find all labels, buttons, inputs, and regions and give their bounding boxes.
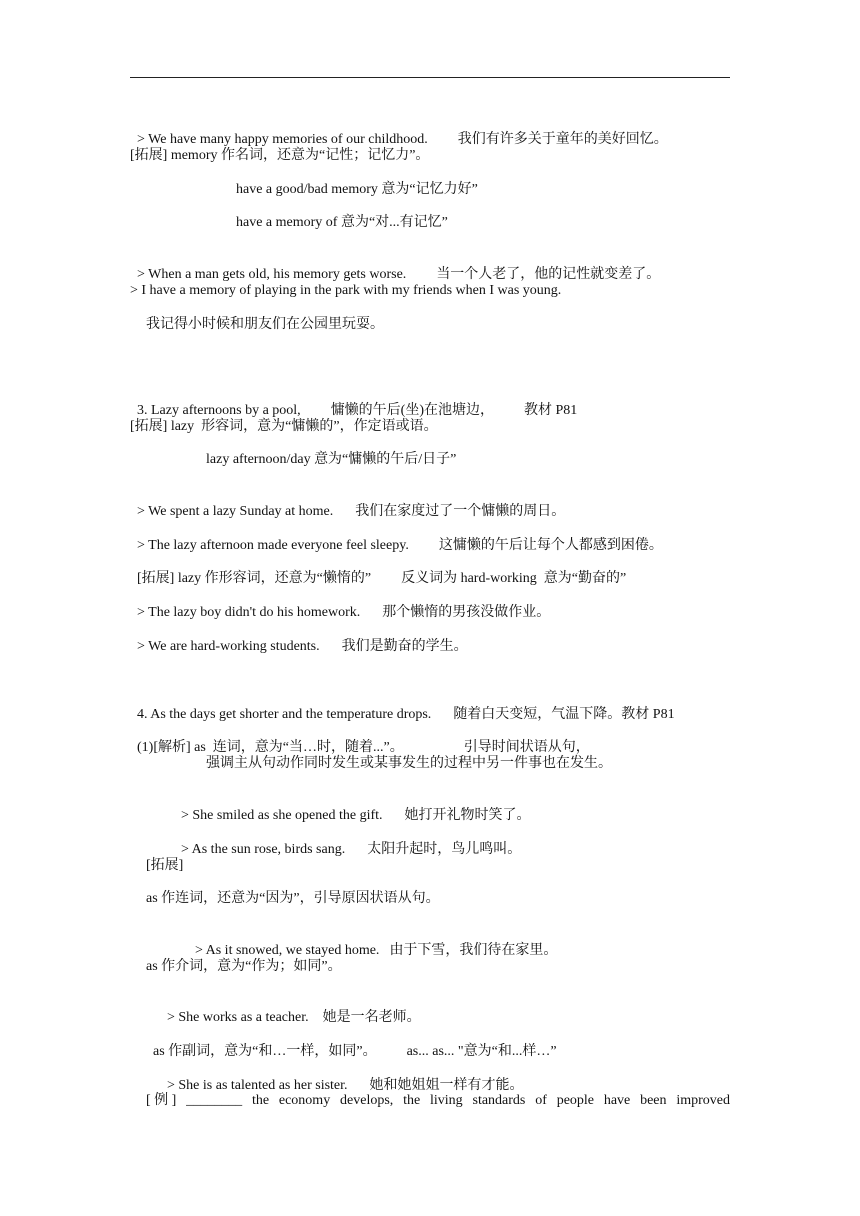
example-zh: 当一个人老了，他的记性就变差了。 — [436, 267, 661, 282]
example-zh: 她是一名老师。 — [322, 1010, 421, 1025]
example-zh: 太阳升起时，鸟儿鸣叫。 — [367, 842, 522, 857]
usage-preposition: as 作介词，意为“作为；如同”。 — [146, 959, 342, 974]
analysis-line — [130, 721, 590, 755]
example-en: > We are hard-working students. — [137, 639, 320, 654]
section-title — [130, 384, 578, 418]
phrase-line: lazy afternoon/day 意为“慵懒的午后/日子” — [206, 452, 457, 467]
example-zh: 她和她姐姐一样有才能。 — [369, 1078, 524, 1093]
exercise-word: people — [556, 1093, 595, 1108]
example-line — [130, 485, 566, 519]
example-zh: 这慵懒的午后让每个人都感到困倦。 — [438, 538, 663, 553]
example-line — [130, 248, 661, 282]
example-zh: 她打开礼物时笑了。 — [404, 808, 531, 823]
section-title-en: 4. As the days get shorter and the temperature drops. — [137, 707, 432, 722]
section-title-zh: 慵懒的午后(坐)在池塘边， — [330, 403, 495, 418]
analysis-usage: 引导时间状语从句， — [463, 740, 590, 755]
analysis-meaning: (1)[解析] as 连词，意为“当…时，随着...”。 — [137, 740, 404, 755]
exercise-word: have — [603, 1093, 631, 1108]
example-en: > When a man gets old, his memory gets worse. — [137, 267, 407, 282]
example-line — [174, 823, 522, 857]
exercise-word: the — [403, 1093, 421, 1108]
extension-label: [拓展] — [146, 858, 184, 873]
extension-heading: [拓展] lazy 形容词，意为“慵懒的”，作定语或语。 — [130, 419, 438, 434]
example-en: > She works as a teacher. — [167, 1010, 309, 1025]
extension-heading — [130, 552, 627, 586]
usage-adverb — [146, 1025, 557, 1059]
example-line — [130, 519, 663, 553]
extension-antonym: 反义词为 hard-working 意为“勤奋的” — [401, 571, 627, 586]
analysis-note: 强调主从句动作同时发生或某事发生的过程中另一件事也在发生。 — [206, 756, 612, 771]
example-line — [160, 1059, 524, 1093]
section-title-zh: 随着白天变短，气温下降。教材 P81 — [453, 707, 675, 722]
extension-meaning: [拓展] lazy 作形容词，还意为“懒惰的” — [137, 571, 372, 586]
exercise-line — [146, 1092, 730, 1110]
exercise-word: living — [430, 1093, 463, 1108]
example-zh: 我们是勤奋的学生。 — [341, 639, 468, 654]
example-zh: 我们在家度过了一个慵懒的周日。 — [355, 504, 566, 519]
exercise-word: the — [251, 1093, 270, 1108]
exercise-word: standards — [472, 1093, 526, 1108]
usage-conjunction: as 作连词，还意为“因为”，引导原因状语从句。 — [146, 891, 440, 906]
phrase-line: have a good/bad memory 意为“记忆力好” — [236, 182, 478, 197]
example-line — [130, 113, 668, 147]
example-en: > The lazy boy didn't do his homework. — [137, 605, 361, 620]
example-line — [160, 991, 421, 1025]
section-title-en: 3. Lazy afternoons by a pool, — [137, 403, 301, 418]
extension-heading: [拓展] memory 作名词，还意为“记性；记忆力”。 — [130, 148, 430, 163]
example-en: > I have a memory of playing in the park with my friends when I was young. — [130, 283, 562, 298]
example-en: > She is as talented as her sister. — [167, 1078, 348, 1093]
example-en: > The lazy afternoon made everyone feel sleepy. — [137, 538, 409, 553]
textbook-ref: 教材 P81 — [524, 403, 578, 418]
example-zh: 由于下雪，我们待在家里。 — [389, 943, 558, 958]
exercise-word: [ 例 ] — [146, 1093, 177, 1108]
exercise-word: improved — [676, 1093, 730, 1108]
exercise-word: economy — [278, 1093, 331, 1108]
exercise-word: of — [535, 1093, 547, 1108]
section-title — [130, 688, 675, 722]
example-en: > We have many happy memories of our childhood. — [137, 132, 428, 147]
example-line — [188, 924, 558, 958]
example-line — [130, 620, 468, 654]
phrase-line: have a memory of 意为“对...有记忆” — [236, 215, 448, 230]
exercise-word: develops, — [340, 1093, 394, 1108]
example-line — [174, 789, 531, 823]
example-zh: 那个懒惰的男孩没做作业。 — [382, 605, 551, 620]
adverb-meaning: as 作副词，意为“和…一样，如同”。 — [153, 1044, 377, 1059]
exercise-word: been — [640, 1093, 667, 1108]
header-rule — [130, 77, 730, 78]
example-zh: 我们有许多关于童年的美好回忆。 — [457, 132, 668, 147]
example-en: > As it snowed, we stayed home. — [195, 943, 380, 958]
example-en: > She smiled as she opened the gift. — [181, 808, 383, 823]
example-en: > We spent a lazy Sunday at home. — [137, 504, 334, 519]
example-line — [130, 586, 551, 620]
example-en: > As the sun rose, birds sang. — [181, 842, 346, 857]
exercise-blank[interactable]: ________ — [186, 1093, 243, 1108]
example-zh: 我记得小时候和朋友们在公园里玩耍。 — [146, 317, 384, 332]
adverb-structure: as... as... "意为“和...样…” — [406, 1044, 557, 1059]
